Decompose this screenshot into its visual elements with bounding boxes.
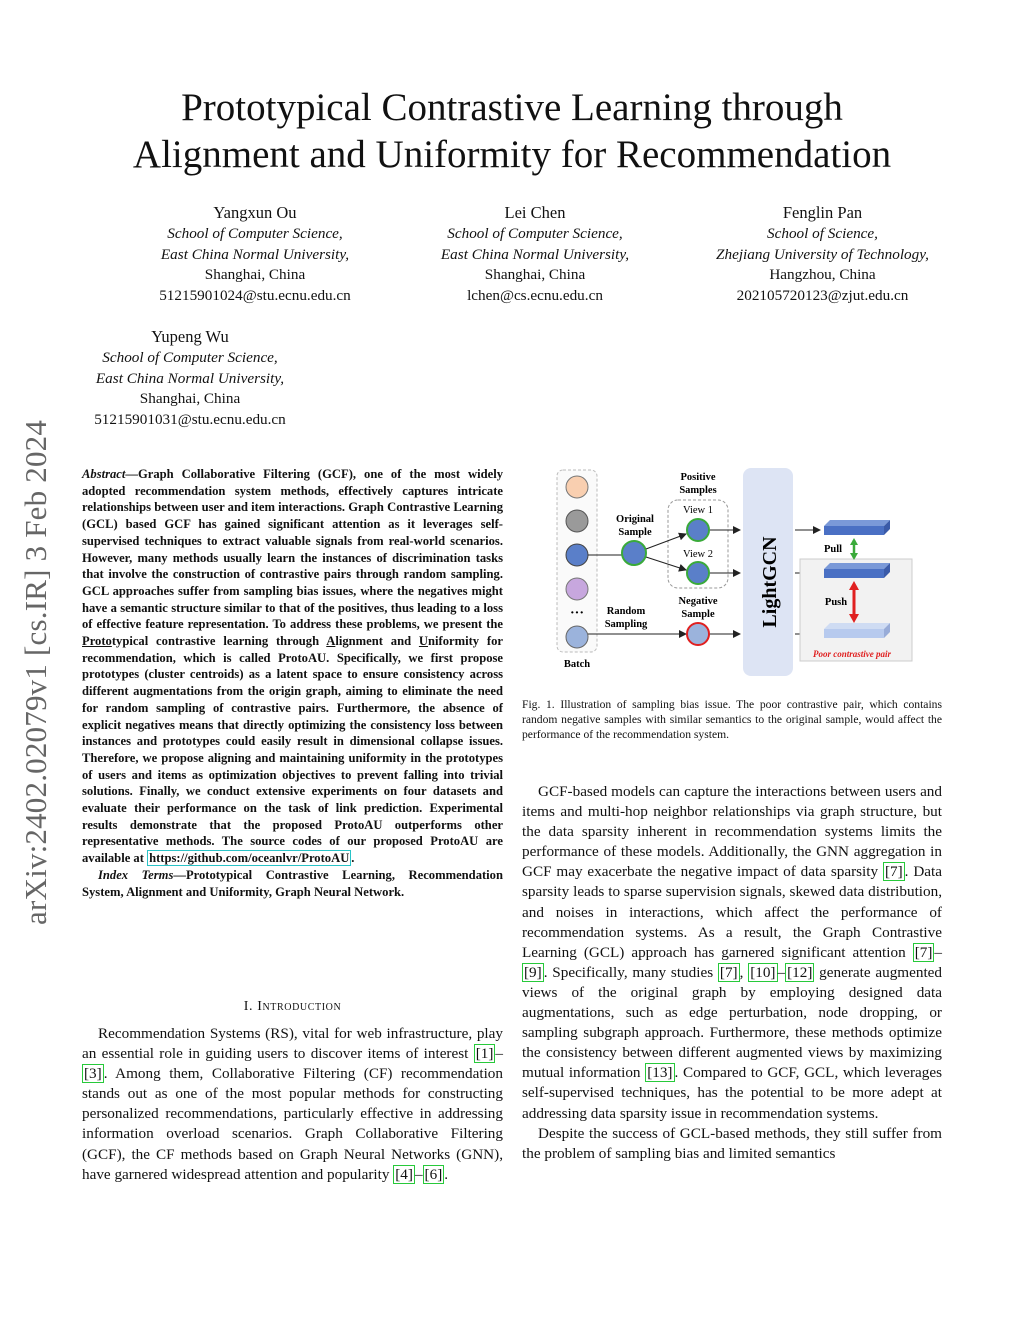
abstract [82,466,503,900]
original-to-view1-arrow [646,534,686,549]
paper-title [60,84,964,178]
author-block-4 [55,326,325,430]
citation[interactable]: [7] [914,943,933,961]
dash: – [777,963,786,981]
github-link[interactable]: https://github.com/oceanlvr/ProtoAU [149,851,350,866]
intro-paragraph-3: Despite the success of GCL-based methods, they still suffer from the problem of sampling bias and limited semantics [522,1124,942,1162]
original-sample-node [622,541,646,565]
section-title: Introduction [257,999,342,1014]
text-c: . Specifically, many studies [543,963,718,981]
dash: – [934,943,942,961]
view1-node [687,519,709,541]
embedding-3-top [824,623,890,629]
abstract-underline-proto: Proto [82,634,112,649]
citation[interactable]: [3] [84,1065,102,1083]
title-line-1: Prototypical Contrastive Learning through [181,86,843,129]
pull-arrowhead-up [850,538,858,545]
sample-node-lightblue [566,626,588,648]
author-block-1 [120,202,390,306]
pull-label: Pull [823,544,843,555]
negative-sample-label-1: Negative [678,596,718,607]
abstract-underline-u: U [418,634,429,649]
citation[interactable]: [7] [884,863,903,881]
section-number: I. [243,999,254,1014]
author-city: Shanghai, China [484,266,586,284]
author-name: Yangxun Ou [213,203,297,222]
embedding-1-top [824,520,890,526]
comma: , [739,963,749,981]
author-name: Yupeng Wu [151,327,229,346]
abstract-label: Abstract [82,467,126,481]
abstract-text-lignment: lignment and [335,634,419,649]
arxiv-identifier: arXiv:2402.02079v1 [cs.IR] 3 Feb 2024 [18,419,53,925]
original-sample-label-1: Original [616,514,654,525]
text-e: . Compared to GCF, GCL, which leverages self-supervised techniques, has the potential to be more adept at addressing data sparsity issue in recommendation systems. [522,1064,943,1122]
dash: – [495,1045,503,1063]
author-university: Zhejiang University of Technology, [716,245,929,263]
author-dept: School of Science, [767,225,878,242]
text-b: . Data sparsity leads to sparse supervision signals, skewed data distribution, and noises in interactions, which affect the performance of recommendation systems. As a result, the Graph Contrastive Learning (GCL) approach has garnered significant attention [522,863,943,961]
author-name: Fenglin Pan [782,203,863,222]
author-university: East China Normal University, [95,369,285,387]
random-sampling-label-1: Random [606,606,646,617]
original-to-view2-arrow [646,557,686,570]
sample-node-lilac [566,578,588,600]
citation[interactable]: [10] [750,963,776,981]
author-email: 202105720123@zjut.edu.cn [736,286,909,304]
author-email: 51215901031@stu.ecnu.edu.cn [94,410,286,428]
intro-paragraph-2 [522,782,942,1124]
author-name: Lei Chen [504,203,566,222]
embedding-2 [824,569,884,578]
poor-pair-label: Poor contrastive pair [813,649,891,659]
author-email: lchen@cs.ecnu.edu.cn [467,286,603,304]
dash: – [414,1165,423,1183]
text-a: GCF-based models can capture the interactions between users and items and multi-hop neighbor relationships via graph structure, but the data sparsity inherent in recommendation systems limits the performance of these models. Additionally, the GNN aggregation in GCF may exacerbate the negative impact of data sparsity [522,783,942,881]
author-dept: School of Computer Science, [447,225,623,242]
intro-text-a: Recommendation Systems (RS), vital for web infrastructure, play an essential role in guiding users to discover items of interest [82,1025,503,1063]
view1-label: View 1 [683,505,713,516]
view2-label: View 2 [683,549,713,560]
view2-node [687,562,709,584]
intro-left-column [82,1024,503,1185]
author-block-3 [680,202,965,306]
ellipsis: ··· [569,606,585,621]
embedding-1 [824,526,884,535]
text-d: generate augmented views of the original graph by employing designed data augmentations, such as edge perturbation, node dropping, or sampling subgraph approach. Furthermore, these methods optimize the consistency between different augmented views by maximizing mutual information [522,963,943,1082]
author-city: Shanghai, China [139,390,241,408]
abstract-text-typical: typical contrastive learning through [111,634,327,649]
index-terms [82,867,503,900]
positive-samples-label-1: Positive [680,472,716,483]
abstract-underline-a: A [326,634,336,649]
index-terms-label: Index Terms [98,867,174,882]
negative-sample-node [687,623,709,645]
author-dept: School of Computer Science, [102,349,278,366]
citation[interactable]: [7] [719,963,738,981]
author-email: 51215901024@stu.ecnu.edu.cn [159,286,351,304]
sample-node-blue [566,544,588,566]
batch-label: Batch [563,659,591,670]
author-block-2 [400,202,670,306]
positive-samples-label-2: Samples [679,485,717,496]
citation[interactable]: [12] [787,963,813,981]
citation[interactable]: [6] [424,1165,443,1183]
sample-node-peach [566,476,588,498]
figure-caption: Fig. 1. Illustration of sampling bias issue. The poor contrastive pair, which contains random negative samples with similar semantics to the original sample, would affect the performance of the recommendation system. [522,698,942,741]
abstract-text-part-2: niformity for recommendation, which is called ProtoAU. Specifically, we first propose prototypes (cluster centroids) as a latent space to ensure consistency across different augmentations from the origin graph, aiming to eliminate the need for random sampling of contrastive pairs. Furthermore, the absence of explicit negatives means that directly optimizing the consistency loss between instances and prototypes could easily result in dimensional collapse issues. Therefore, we propose aligning and maintaining uniformity in the prototypes of users and items as optimization objectives to prevent falling into trivial solutions. Finally, we conduct extensive experiments on four datasets and evaluate their performance on the task of link prediction. Experimental results demonstrate that the proposed ProtoAU outperforms other representative methods. The source codes of our proposed ProtoAU are available at [82,634,503,866]
citation[interactable]: [4] [395,1165,413,1183]
author-university: East China Normal University, [440,245,630,263]
title-line-2: Alignment and Uniformity for Recommendation [132,133,892,176]
embedding-2-top [824,563,890,569]
embedding-3 [824,629,884,638]
abstract-text-part-1: —Graph Collaborative Filtering (GCF), one of the most widely adopted recommendation system methods, effectively captures intricate relationships between user and item interactions. Graph Contrastive Learning (GCL) based GCF has gained significant attention as it leverages self-supervised techniques to extract valuable signals from real-world scenarios. However, many methods usually learn the instances of discrimination tasks that involve the construction of contrastive pairs through random sampling. GCL approaches suffer from sampling bias issues, where the negatives might have a semantic structure similar to that of the positives, thus leading to a loss of effective feature representation. To address these problems, we present the [82,467,503,632]
figure-1-diagram [548,462,918,676]
original-sample-label-2: Sample [618,527,652,538]
random-sampling-label-2: Sampling [604,619,648,630]
intro-end: . [444,1165,449,1183]
citation[interactable]: [13] [647,1064,673,1082]
author-university: East China Normal University, [160,245,350,263]
lightgcn-label: LightGCN [759,536,781,628]
abstract-end: . [351,851,355,866]
section-heading [82,999,503,1015]
citation[interactable]: [1] [475,1045,494,1063]
author-city: Hangzhou, China [769,266,876,284]
author-dept: School of Computer Science, [167,225,343,242]
author-city: Shanghai, China [204,266,306,284]
index-terms-text: —Prototypical Contrastive Learning, Recommendation System, Alignment and Uniformity, Graph Neural Network. [82,867,503,899]
intro-text-b: . Among them, Collaborative Filtering (CF) recommendation stands out as one of the most popular methods for constructing personalized recommendations, particularly effective in addressing information overload scenarios. Graph Collaborative Filtering (GCF), the CF methods based on Graph Neural Networks (GNN), have garnered widespread attention and popularity [82,1065,503,1183]
sample-node-gray [566,510,588,532]
intro-right-column [522,782,942,1164]
citation[interactable]: [9] [524,963,542,981]
push-label: Push [824,597,848,608]
intro-paragraph-1 [82,1024,503,1185]
negative-sample-label-2: Sample [681,609,715,620]
